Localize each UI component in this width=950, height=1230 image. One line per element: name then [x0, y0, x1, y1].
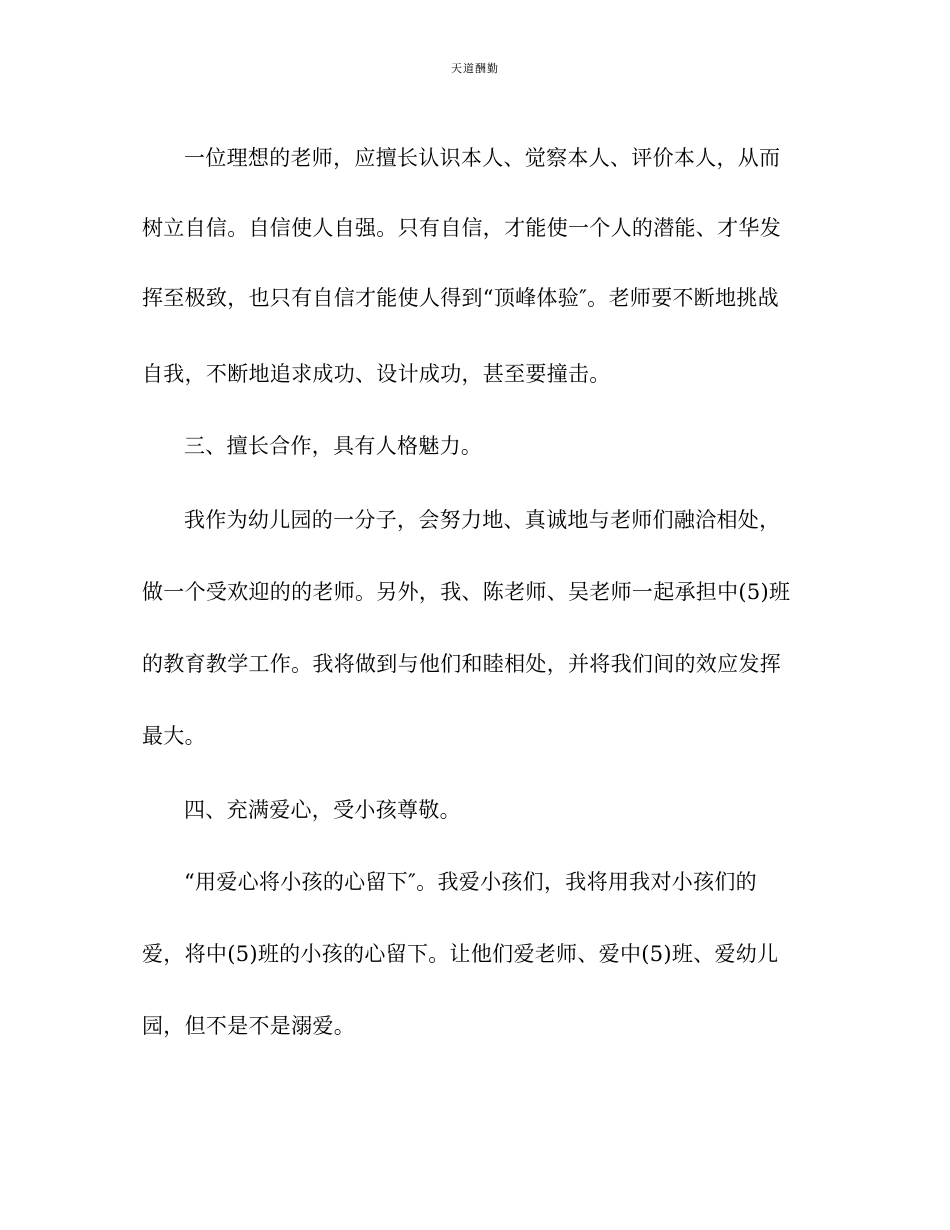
paragraph-line: 园，但不是不是溺爱。 [142, 1014, 355, 1038]
paragraph-line: “用爱心将小孩的心留下″。我爱小孩们，我将用我对小孩们的 [184, 870, 757, 894]
paragraph-line: 做一个受欢迎的的老师。另外，我、陈老师、吴老师一起承担中(5)班 [142, 580, 791, 604]
page-header: 天道酬勤 [451, 62, 499, 75]
paragraph-line: 自我，不断地追求成功、设计成功，甚至要撞击。 [142, 362, 611, 386]
paragraph-line: 我作为幼儿园的一分子，会努力地、真诚地与老师们融洽相处， [184, 508, 781, 532]
paragraph-line: 树立自信。自信使人自强。只有自信，才能使一个人的潜能、才华发 [142, 216, 781, 240]
section-heading: 三、擅长合作，具有人格魅力。 [184, 434, 483, 458]
paragraph-line: 爱，将中(5)班的小孩的心留下。让他们爱老师、爱中(5)班、爱幼儿 [142, 942, 779, 966]
paragraph-line: 一位理想的老师，应擅长认识本人、觉察本人、评价本人，从而 [184, 146, 781, 170]
section-heading: 四、充满爱心，受小孩尊敬。 [184, 798, 461, 822]
paragraph-line: 挥至极致，也只有自信才能使人得到“顶峰体验″。老师要不断地挑战 [142, 286, 779, 310]
paragraph-line: 的教育教学工作。我将做到与他们和睦相处，并将我们间的效应发挥 [142, 652, 781, 676]
paragraph-line: 最大。 [142, 724, 206, 748]
